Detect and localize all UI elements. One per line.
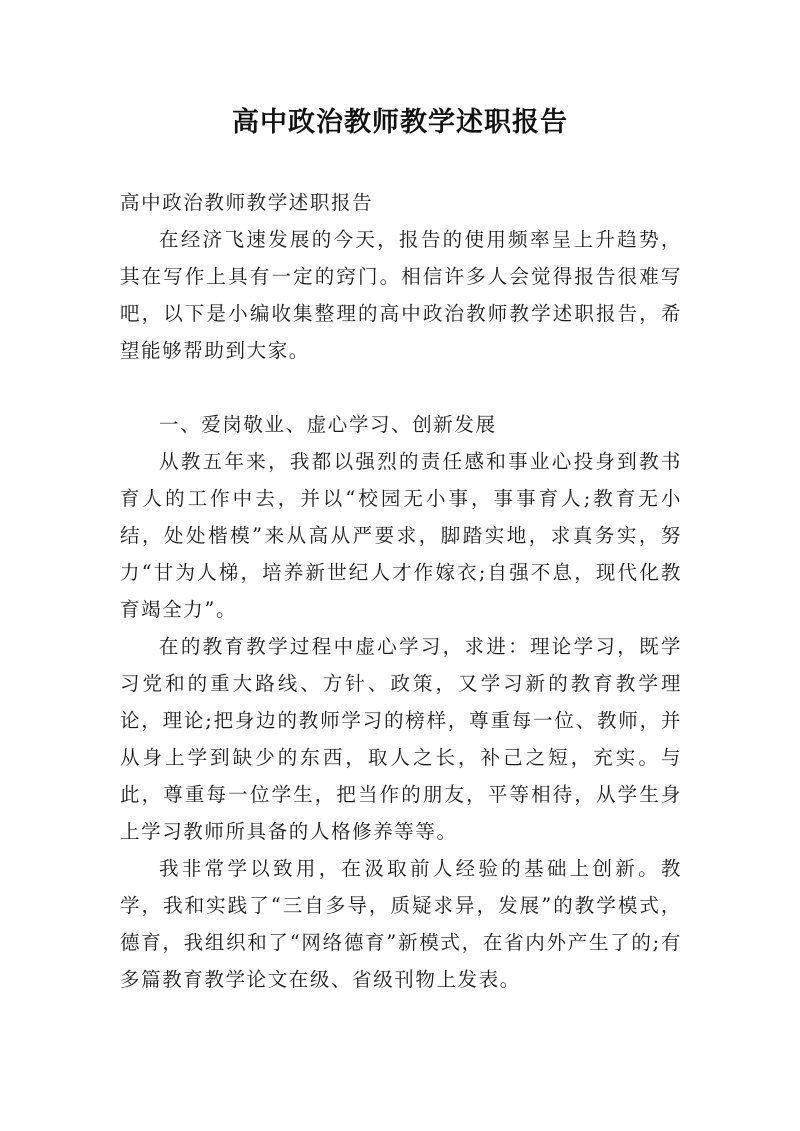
document-body <box>120 184 682 998</box>
body-paragraph: 我非常学以致用，在汲取前人经验的基础上创新。教学，我和实践了“三自多导，质疑求异，发展”的教学模式，德育，我组织和了“网络德育”新模式，在省内外产生了的;有多篇教育教学论文在级、省级刊物上发表。 <box>120 857 682 991</box>
body-paragraph: 在的教育教学过程中虚心学习，求进：理论学习，既学习党和的重大路线、方针、政策，又学习新的教育教学理论，理论;把身边的教师学习的榜样，尊重每一位、教师，并从身上学到缺少的东西，取人之长，补己之短，充实。与此，尊重每一位学生，把当作的朋友，平等相待，从学生身上学习教师所具备的人格修养等等。 <box>120 635 682 843</box>
intro-paragraph: 在经济飞速发展的今天，报告的使用频率呈上升趋势，其在写作上具有一定的窍门。相信许多人会觉得报告很难写吧，以下是小编收集整理的高中政治教师教学述职报告，希望能够帮助到大家。 <box>120 228 682 362</box>
document-title: 高中政治教师教学述职报告 <box>232 107 568 138</box>
paragraph-spacer <box>120 369 682 406</box>
section-heading: 一、爱岗敬业、虚心学习、创新发展 <box>159 413 497 436</box>
document-subtitle: 高中政治教师教学述职报告 <box>120 191 374 214</box>
body-paragraph: 从教五年来，我都以强烈的责任感和事业心投身到教书育人的工作中去，并以“校园无小事，事事育人;教育无小结，处处楷模”来从高从严要求，脚踏实地，求真务实，努力“甘为人梯，培养新世纪人才作嫁衣;自强不息，现代化教育竭全力”。 <box>120 450 682 621</box>
